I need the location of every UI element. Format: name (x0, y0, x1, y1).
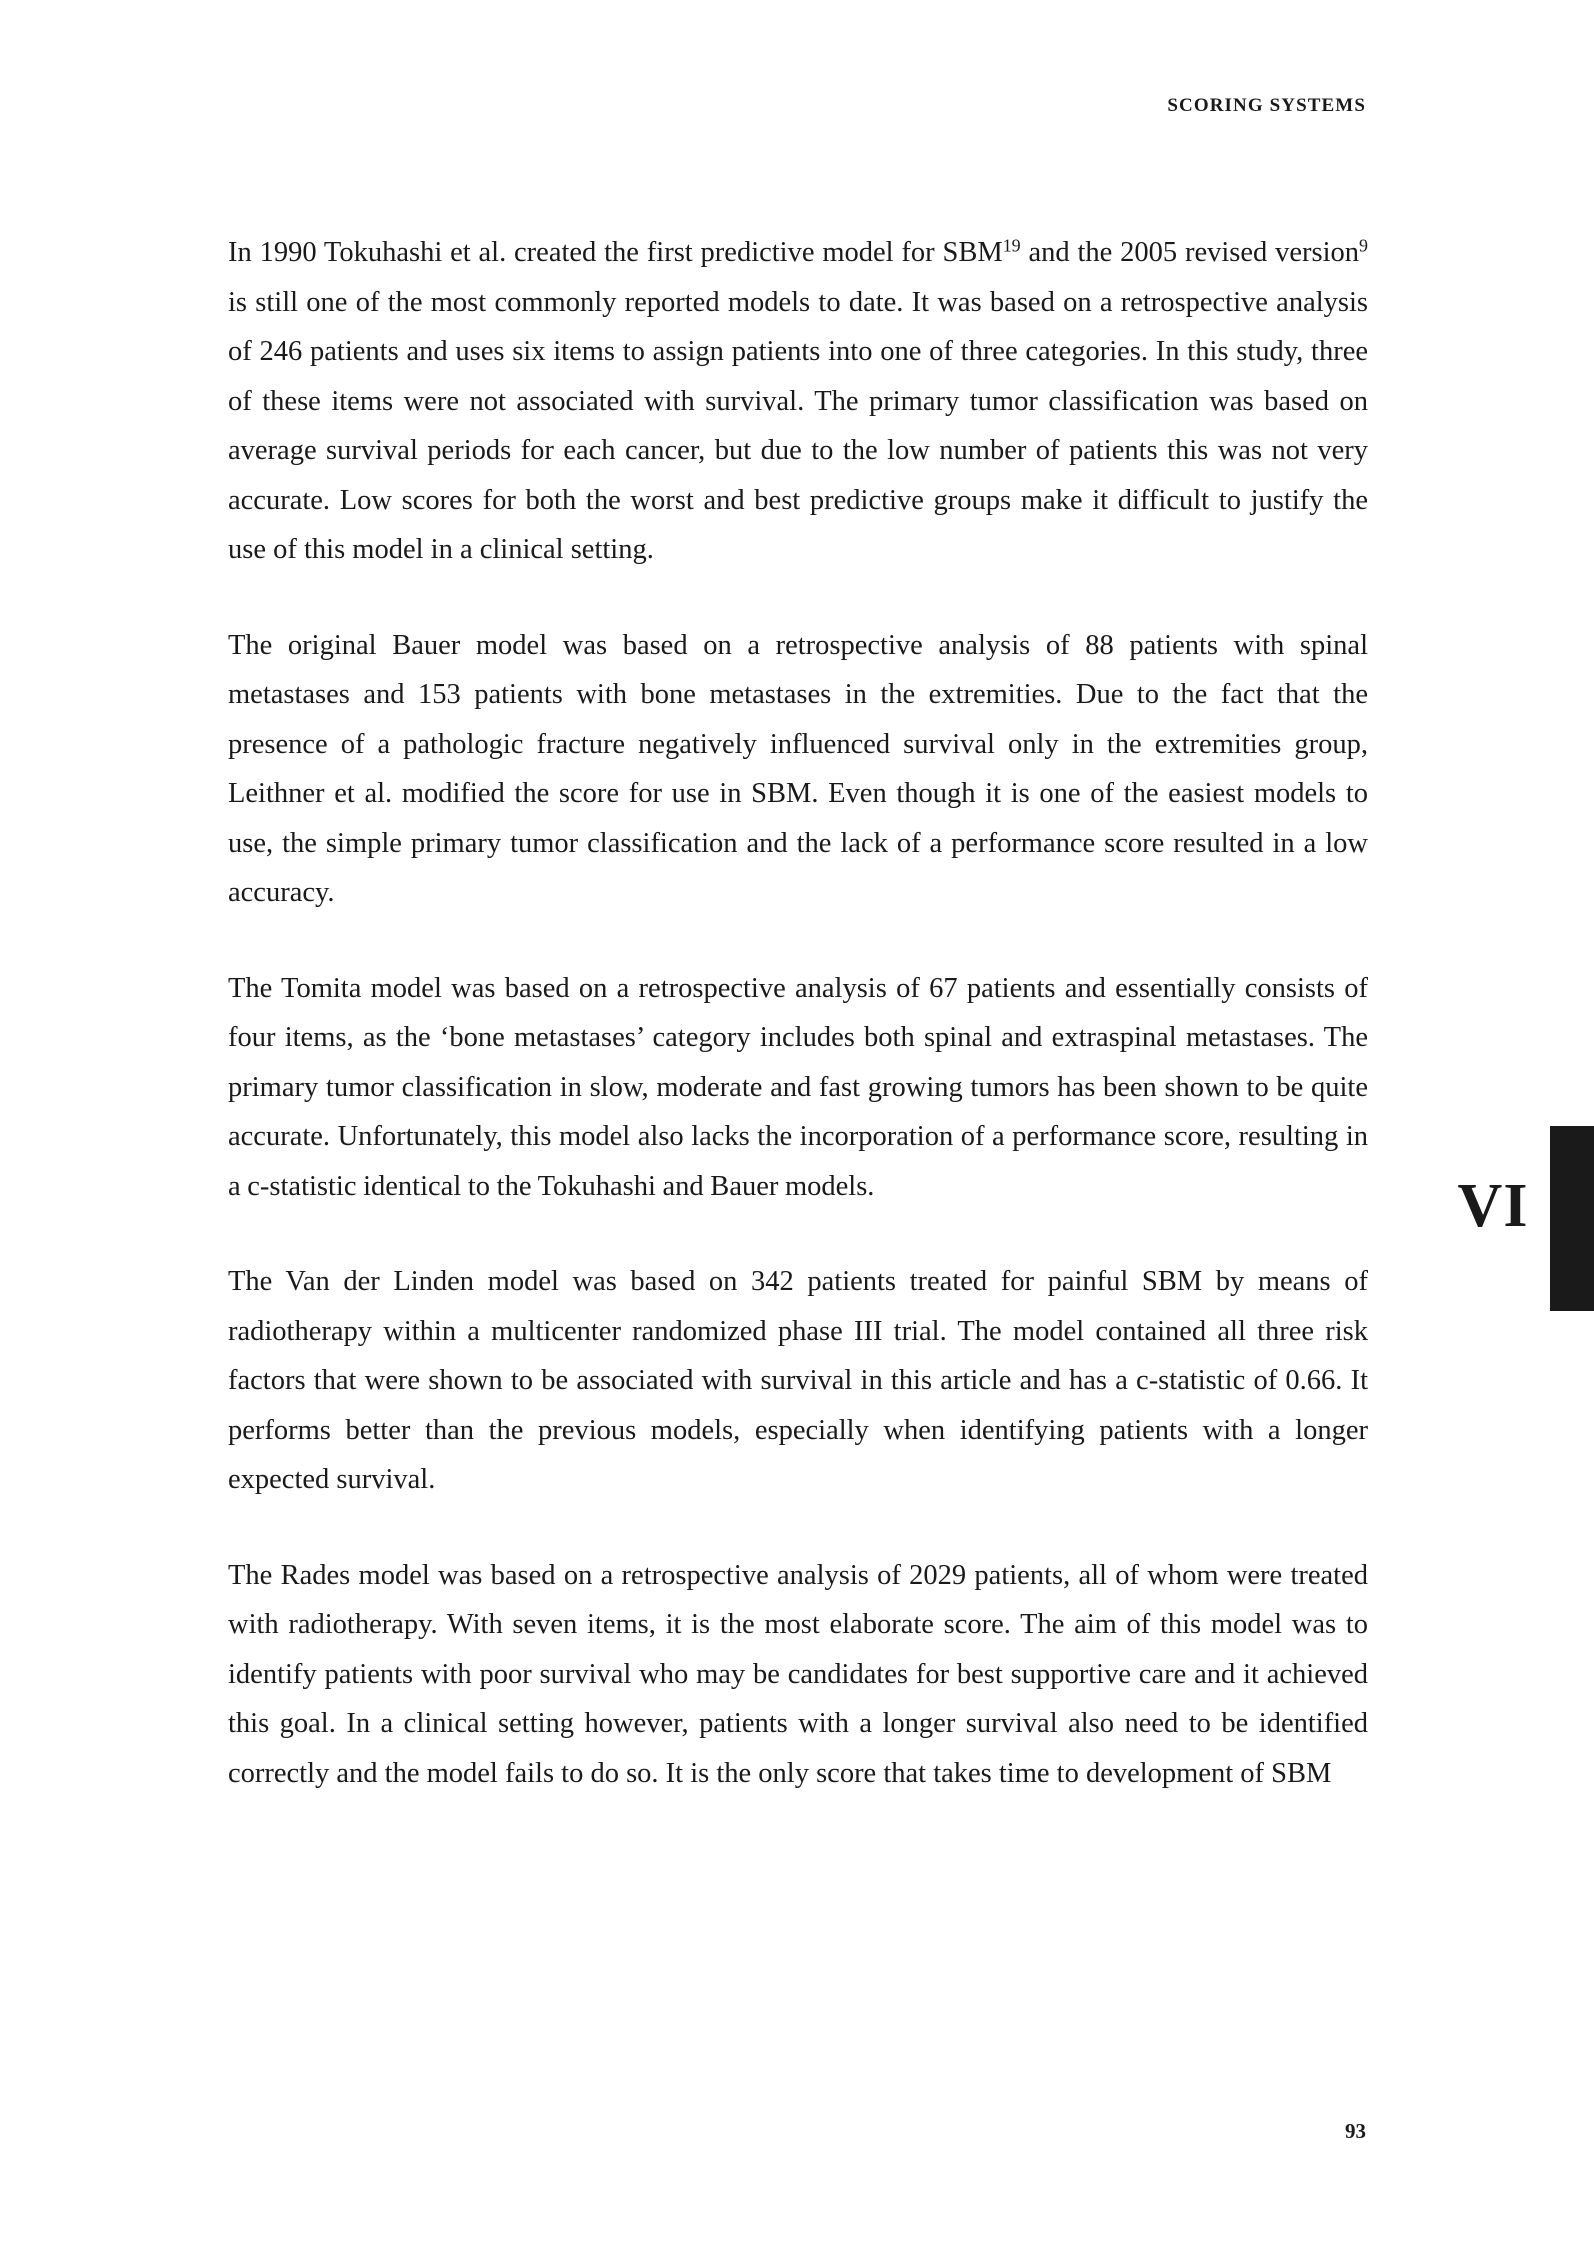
paragraph-1 (228, 228, 1368, 575)
paragraph-2: The original Bauer model was based on a retrospective analysis of 88 patients with spinal metastases and 153 patients with bone metastases in the extremities. Due to the fact that the presence of a pathologic fracture negatively influenced survival only in the extremities group, Leithner et al. modified the score for use in SBM. Even though it is one of the easiest models to use, the simple primary tumor classification and the lack of a performance score resulted in a low accuracy. (228, 629, 1368, 908)
paragraph-1-text-a: In 1990 Tokuhashi et al. created the first predictive model for SBM (228, 237, 1003, 268)
paragraph-5: The Rades model was based on a retrospective analysis of 2029 patients, all of whom were treated with radiotherapy. With seven items, it is the most elaborate score. The aim of this model was to identify patients with poor survival who may be candidates for best supportive care and it achieved this goal. In a clinical setting however, patients with a longer survival also need to be identified correctly and the model fails to do so. It is the only score that takes time to development of SBM (228, 1559, 1368, 1789)
paragraph-1-text-c: is still one of the most commonly reported models to date. It was based on a retrospective analysis of 246 patients and uses six items to assign patients into one of three categories. In this study, three of these items were not associated with survival. The primary tumor classification was based on average survival periods for each cancer, but due to the low number of patients this was not very accurate. Low scores for both the worst and best predictive groups make it difficult to justify the use of this model in a clinical setting. (228, 286, 1368, 565)
running-head: SCORING SYSTEMS (1167, 95, 1366, 116)
body-text-column (228, 228, 1368, 1798)
chapter-number: VI (1457, 1172, 1529, 1240)
footnote-ref-9: 9 (1359, 235, 1368, 256)
paragraph-4: The Van der Linden model was based on 342 patients treated for painful SBM by means of radiotherapy within a multicenter randomized phase III trial. The model contained all three risk factors that were shown to be associated with survival in this article and has a c-statistic of 0.66. It performs better than the previous models, especially when identifying patients with a longer expected survival. (228, 1266, 1368, 1495)
paragraph-3: The Tomita model was based on a retrospective analysis of 67 patients and essentially consists of four items, as the ‘bone metastases’ category includes both spinal and extraspinal metastases. The primary tumor classification in slow, moderate and fast growing tumors has been shown to be quite accurate. Unfortunately, this model also lacks the incorporation of a performance score, resulting in a c-statistic identical to the Tokuhashi and Bauer models. (228, 972, 1368, 1202)
footnote-ref-19: 19 (1002, 235, 1021, 256)
chapter-tab-marker (1550, 1126, 1594, 1311)
paragraph-1-text-b: and the 2005 revised version (1020, 237, 1360, 268)
page-number: 93 (1345, 2119, 1366, 2143)
